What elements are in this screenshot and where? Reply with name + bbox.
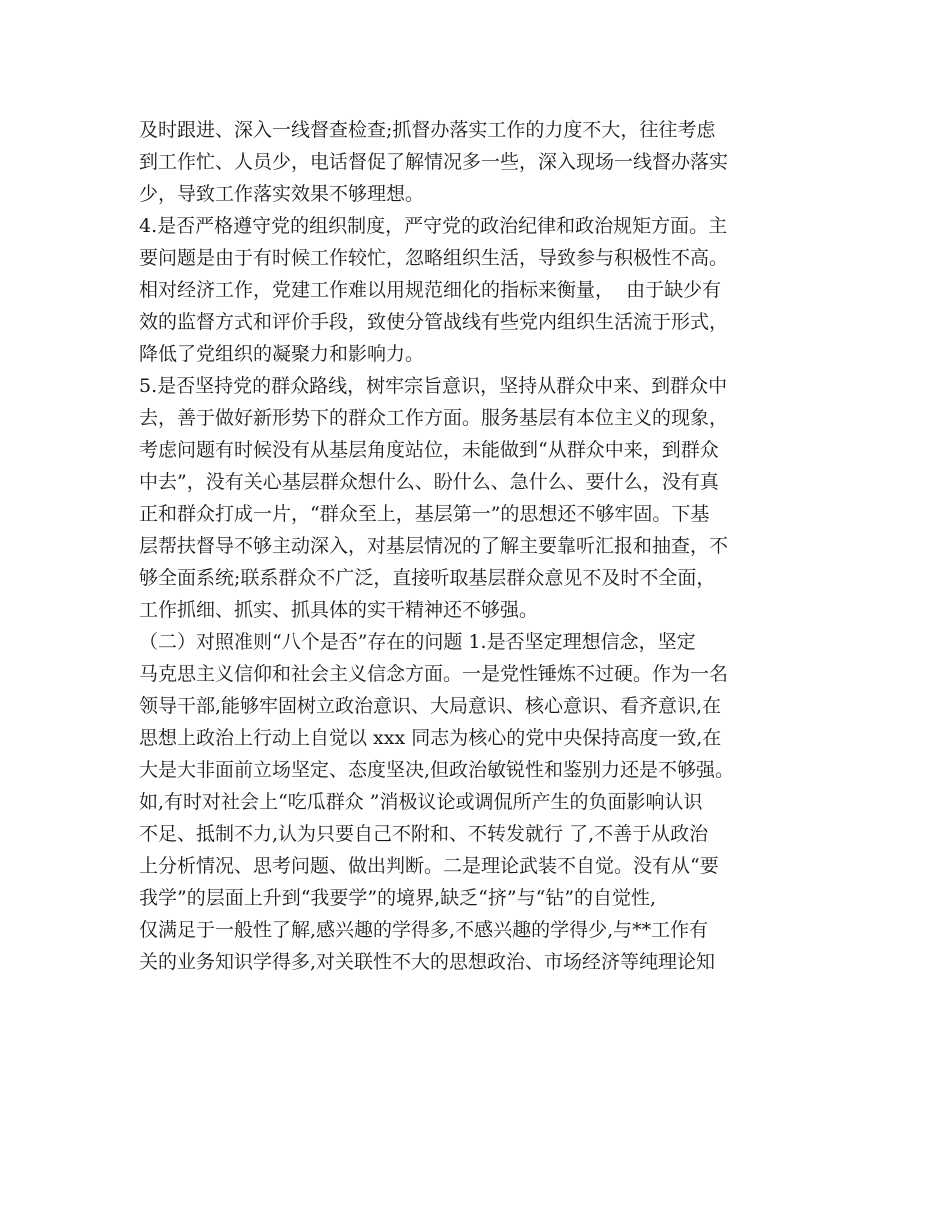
text-line: 层帮扶督导不够主动深入，对基层情况的了解主要靠听汇报和抽查，不 — [139, 535, 729, 557]
text-line: 关的业务知识学得多,对关联性不大的思想政治、市场经济等纯理论知 — [139, 951, 716, 973]
text-line: 我学”的层面上升到“我要学”的境界,缺乏“挤”与“钻”的自觉性, — [139, 887, 657, 909]
text-line: 到工作忙、人员少，电话督促了解情况多一些，深入现场一线督办落实 — [139, 151, 729, 173]
text-line: 思想上政治上行动上自觉以 xxx 同志为核心的党中央保持高度一致,在 — [139, 727, 722, 749]
text-line: 要问题是由于有时候工作较忙，忽略组织生活，导致参与积极性不高。 — [139, 247, 729, 269]
text-line: 马克思主义信仰和社会主义信念方面。一是党性锤炼不过硬。作为一名 — [139, 663, 729, 685]
text-line: （二）对照准则“八个是否”存在的问题 1.是否坚定理想信念，坚定 — [139, 631, 696, 653]
body-text — [139, 114, 829, 978]
text-line: 中去”，没有关心基层群众想什么、盼什么、急什么、要什么，没有真 — [139, 471, 719, 493]
text-line: 5.是否坚持党的群众路线，树牢宗旨意识，坚持从群众中来、到群众中 — [139, 375, 728, 397]
text-line: 领导干部,能够牢固树立政治意识、大局意识、核心意识、看齐意识,在 — [139, 695, 722, 717]
text-line: 工作抓细、抓实、抓具体的实干精神还不够强。 — [139, 599, 539, 621]
text-line: 不足、抵制不力,认为只要自己不附和、不转发就行 了,不善于从政治 — [139, 823, 709, 845]
text-line: 如,有时对社会上“吃瓜群众 ”消极议论或调侃所产生的负面影响认识 — [139, 791, 703, 813]
text-line: 考虑问题有时候没有从基层角度站位，未能做到“从群众中来，到群众 — [139, 439, 719, 461]
text-line: 4.是否严格遵守党的组织制度，严守党的政治纪律和政治规矩方面。主 — [139, 215, 728, 237]
text-line: 够全面系统;联系群众不广泛，直接听取基层群众意见不及时不全面， — [139, 567, 716, 589]
text-line: 仅满足于一般性了解,感兴趣的学得多,不感兴趣的学得少,与**工作有 — [139, 919, 709, 941]
text-line: 相对经济工作，党建工作难以用规范细化的指标来衡量， 由于缺少有 — [139, 279, 722, 301]
text-line: 效的监督方式和评价手段，致使分管战线有些党内组织生活流于形式， — [139, 311, 729, 333]
text-line: 及时跟进、深入一线督查检查;抓督办落实工作的力度不大，往往考虑 — [139, 119, 716, 141]
text-line: 去，善于做好新形势下的群众工作方面。服务基层有本位主义的现象， — [139, 407, 729, 429]
text-line: 正和群众打成一片，“群众至上，基层第一”的思想还不够牢固。下基 — [139, 503, 710, 525]
text-line: 大是大非面前立场坚定、态度坚决,但政治敏锐性和鉴别力还是不够强。 — [139, 759, 735, 781]
text-line: 降低了党组织的凝聚力和影响力。 — [139, 343, 425, 365]
text-line: 上分析情况、思考问题、做出判断。二是理论武装不自觉。没有从“要 — [139, 855, 719, 877]
text-line: 少，导致工作落实效果不够理想。 — [139, 183, 425, 205]
